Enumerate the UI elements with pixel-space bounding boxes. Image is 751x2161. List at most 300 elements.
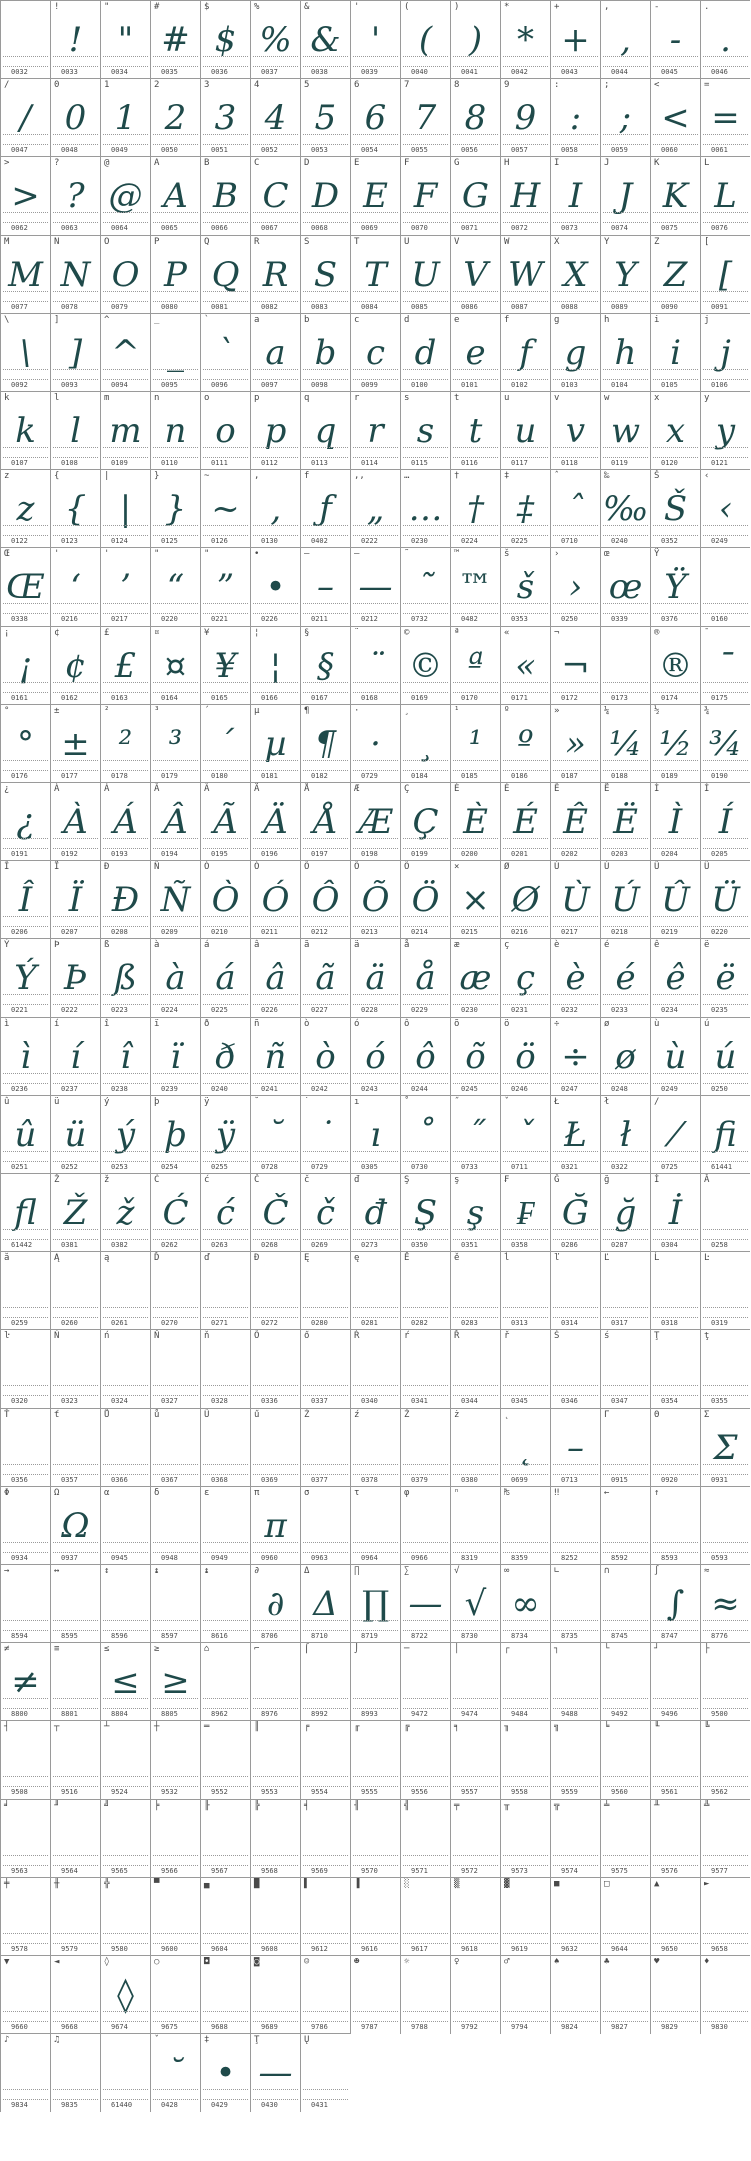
glyph-label: ╫	[54, 1878, 60, 1889]
glyph-cell	[650, 156, 700, 235]
glyph-code: 0356	[11, 1475, 28, 1484]
descender-guide	[603, 1239, 648, 1240]
glyph-label: đ	[354, 1175, 360, 1185]
descender-guide	[103, 613, 148, 614]
glyph-cell	[100, 782, 150, 861]
glyph-code: 0193	[111, 850, 128, 858]
glyph-code: 8359	[511, 1553, 528, 1562]
glyph-cell	[550, 1564, 600, 1643]
glyph-cell	[50, 1173, 100, 1252]
glyph-label: b	[304, 314, 310, 325]
baseline-guide	[603, 760, 648, 761]
glyph-sample: Ý	[14, 958, 37, 999]
baseline-guide	[703, 1542, 748, 1543]
glyph-label: ß	[104, 940, 110, 951]
glyph-cell	[700, 156, 750, 235]
glyph-code: 9577	[711, 1866, 728, 1875]
descender-guide	[553, 2021, 598, 2022]
descender-guide	[503, 770, 548, 771]
glyph-code: 8992	[311, 1710, 328, 1719]
glyph-label: ³	[154, 705, 160, 716]
glyph-label: ▼	[4, 1957, 10, 1967]
baseline-guide	[103, 1620, 148, 1621]
descender-guide	[103, 926, 148, 927]
descender-guide	[453, 1004, 498, 1005]
glyph-code: 0322	[611, 1162, 628, 1171]
glyph-cell	[50, 704, 100, 783]
baseline-guide	[3, 1620, 48, 1621]
glyph-code: 0130	[261, 537, 278, 546]
glyph-sample: C	[262, 176, 289, 217]
baseline-guide	[53, 1776, 98, 1777]
baseline-guide	[703, 447, 748, 448]
glyph-code: 9689	[261, 2023, 278, 2031]
glyph-sample: -	[669, 20, 682, 60]
baseline-guide	[253, 603, 298, 604]
glyph-code: 0220	[711, 928, 728, 937]
baseline-guide	[103, 838, 148, 839]
descender-guide	[153, 1161, 198, 1162]
glyph-label: ª	[454, 627, 460, 638]
glyph-label: N	[54, 236, 60, 247]
baseline-guide	[203, 1542, 248, 1543]
glyph-sample: 5	[314, 98, 337, 139]
descender-guide	[703, 848, 748, 849]
glyph-label: /	[4, 80, 10, 91]
glyph-code: 0259	[11, 1319, 28, 1328]
glyph-cell	[50, 1486, 100, 1565]
baseline-guide	[153, 1229, 198, 1230]
glyph-code: 0324	[111, 1397, 128, 1406]
glyph-code: 0034	[111, 68, 128, 76]
baseline-guide	[253, 916, 298, 917]
glyph-label: Ě	[404, 1253, 410, 1264]
glyph-sample: ¬	[561, 645, 590, 686]
glyph-code: 0240	[611, 537, 628, 546]
glyph-cell	[600, 1955, 650, 2034]
glyph-cell	[450, 1564, 500, 1643]
glyph-code: 0167	[311, 693, 328, 702]
glyph-sample: ~	[211, 489, 240, 530]
glyph-code: 0217	[111, 615, 128, 624]
glyph-label: Ă	[704, 1175, 710, 1185]
glyph-cell	[300, 391, 350, 470]
glyph-cell	[550, 1642, 600, 1721]
glyph-sample: Σ	[713, 1427, 738, 1468]
descender-guide	[253, 692, 298, 693]
glyph-label: ╧	[604, 1800, 610, 1811]
glyph-label: Θ	[654, 1409, 660, 1420]
glyph-cell	[650, 860, 700, 939]
baseline-guide	[553, 994, 598, 995]
glyph-label: !	[54, 2, 60, 12]
glyph-cell	[700, 1799, 750, 1878]
glyph-cell	[200, 313, 250, 392]
baseline-guide	[53, 447, 98, 448]
glyph-code: 9570	[361, 1866, 378, 1875]
glyph-code: 0169	[411, 693, 428, 702]
descender-guide	[403, 1317, 448, 1318]
glyph-sample: 0	[64, 98, 87, 139]
glyph-label: '	[104, 549, 110, 560]
glyph-code: 0249	[711, 537, 728, 546]
glyph-cell	[550, 1173, 600, 1252]
descender-guide	[153, 692, 198, 693]
glyph-code: 0237	[61, 1084, 78, 1093]
glyph-code: 9516	[61, 1788, 78, 1797]
glyph-cell	[250, 1799, 300, 1878]
baseline-guide	[553, 1620, 598, 1621]
glyph-cell	[700, 313, 750, 392]
baseline-guide	[53, 1855, 98, 1856]
glyph-code: 0346	[561, 1397, 578, 1406]
glyph-cell	[650, 235, 700, 314]
glyph-code: 0211	[261, 928, 278, 937]
baseline-guide	[453, 760, 498, 761]
glyph-sample: .	[720, 20, 731, 60]
descender-guide	[53, 1474, 98, 1475]
baseline-guide	[503, 1229, 548, 1230]
glyph-label: ∏	[354, 1566, 360, 1576]
glyph-cell	[500, 1329, 550, 1408]
glyph-code: 0258	[711, 1241, 728, 1249]
glyph-sample: \	[19, 332, 32, 373]
glyph-label: Ý	[4, 940, 10, 951]
glyph-sample: >	[11, 176, 40, 217]
glyph-label: e	[454, 314, 460, 325]
glyph-cell	[550, 313, 600, 392]
glyph-label: ł	[604, 1096, 610, 1107]
glyph-sample: 2	[164, 98, 187, 139]
glyph-code: 0351	[461, 1241, 478, 1249]
descender-guide	[3, 222, 48, 223]
baseline-guide	[553, 447, 598, 448]
glyph-code: 0236	[11, 1084, 28, 1093]
glyph-code: 0196	[261, 850, 278, 858]
glyph-cell	[500, 313, 550, 392]
glyph-cell	[400, 1251, 450, 1330]
glyph-cell	[650, 704, 700, 783]
glyph-cell	[500, 1955, 550, 2034]
baseline-guide	[53, 212, 98, 213]
glyph-code: 9612	[311, 1944, 328, 1953]
glyph-cell	[150, 235, 200, 314]
glyph-label: φ	[404, 1487, 410, 1498]
glyph-sample: ™	[458, 567, 493, 608]
glyph-code: 0729	[311, 1162, 328, 1171]
glyph-code: 8722	[411, 1632, 428, 1640]
glyph-label: l	[54, 393, 60, 403]
glyph-code: 0063	[61, 224, 78, 233]
baseline-guide	[403, 1620, 448, 1621]
glyph-label: °	[4, 705, 10, 716]
glyph-cell	[400, 860, 450, 939]
glyph-cell	[250, 1173, 300, 1252]
descender-guide	[203, 692, 248, 693]
glyph-cell	[0, 469, 50, 548]
glyph-code: 0178	[111, 771, 128, 780]
glyph-sample: ö	[515, 1036, 536, 1077]
glyph-code: 9675	[161, 2023, 178, 2031]
glyph-code: 0232	[561, 1006, 578, 1015]
glyph-label: ┌	[504, 1644, 510, 1655]
baseline-guide	[503, 1073, 548, 1074]
glyph-cell	[300, 1017, 350, 1096]
glyph-cell	[0, 1329, 50, 1408]
glyph-cell	[500, 782, 550, 861]
baseline-guide	[403, 369, 448, 370]
baseline-guide	[403, 1229, 448, 1230]
baseline-guide	[203, 2089, 248, 2090]
glyph-code: 0214	[411, 928, 428, 937]
descender-guide	[453, 1786, 498, 1787]
baseline-guide	[353, 369, 398, 370]
glyph-cell	[500, 156, 550, 235]
baseline-guide	[53, 760, 98, 761]
baseline-guide	[3, 916, 48, 917]
descender-guide	[553, 1239, 598, 1240]
glyph-sample: Ä	[263, 802, 288, 842]
baseline-guide	[403, 603, 448, 604]
glyph-code: 9660	[11, 2023, 28, 2031]
baseline-guide	[3, 1307, 48, 1308]
descender-guide	[53, 2099, 98, 2100]
descender-guide	[603, 1865, 648, 1866]
glyph-cell	[700, 1017, 750, 1096]
glyph-code: 0593	[711, 1553, 728, 1562]
baseline-guide	[453, 916, 498, 917]
glyph-sample: ´	[217, 723, 234, 764]
descender-guide	[553, 535, 598, 536]
glyph-cell	[0, 313, 50, 392]
baseline-guide	[703, 291, 748, 292]
glyph-label: ╟	[204, 1800, 210, 1811]
glyph-cell	[50, 626, 100, 705]
glyph-cell	[100, 1173, 150, 1252]
glyph-label: ě	[454, 1253, 460, 1264]
glyph-code: 9563	[11, 1866, 28, 1875]
descender-guide	[303, 2099, 348, 2100]
glyph-sample: U	[411, 254, 440, 295]
glyph-cell	[150, 313, 200, 392]
descender-guide	[403, 535, 448, 536]
glyph-cell	[200, 1251, 250, 1330]
descender-guide	[353, 1395, 398, 1396]
glyph-label: ╤	[454, 1800, 460, 1811]
glyph-label: ń	[104, 1331, 110, 1342]
baseline-guide	[3, 2011, 48, 2012]
baseline-guide	[453, 525, 498, 526]
glyph-sample: ß	[114, 958, 137, 999]
glyph-cell	[150, 782, 200, 861]
glyph-cell	[100, 704, 150, 783]
baseline-guide	[253, 1385, 298, 1386]
descender-guide	[153, 1708, 198, 1709]
glyph-code: 0239	[161, 1084, 178, 1093]
glyph-cell	[150, 1408, 200, 1487]
glyph-label: û	[4, 1096, 10, 1107]
descender-guide	[553, 692, 598, 693]
glyph-code: 8734	[511, 1632, 528, 1640]
baseline-guide	[203, 56, 248, 57]
descender-guide	[453, 1630, 498, 1631]
descender-guide	[703, 2021, 748, 2022]
glyph-sample: ˛	[517, 1427, 534, 1468]
glyph-cell	[250, 469, 300, 548]
descender-guide	[653, 1943, 698, 1944]
glyph-cell	[200, 1955, 250, 2034]
descender-guide	[703, 301, 748, 302]
glyph-cell	[250, 860, 300, 939]
glyph-cell	[150, 938, 200, 1017]
baseline-guide	[253, 1933, 298, 1934]
descender-guide	[703, 457, 748, 458]
baseline-guide	[503, 2011, 548, 2012]
glyph-label: ⌐	[254, 1644, 260, 1655]
descender-guide	[3, 1395, 48, 1396]
glyph-code: 0210	[211, 928, 228, 937]
descender-guide	[253, 848, 298, 849]
glyph-code: 0068	[311, 224, 328, 233]
baseline-guide	[503, 838, 548, 839]
descender-guide	[453, 1552, 498, 1553]
baseline-guide	[603, 447, 648, 448]
glyph-label: ∫	[654, 1566, 660, 1576]
glyph-label: ╠	[254, 1800, 260, 1811]
baseline-guide	[203, 212, 248, 213]
glyph-cell	[100, 391, 150, 470]
descender-guide	[453, 770, 498, 771]
glyph-label: ↔	[54, 1566, 60, 1576]
glyph-code: 0358	[511, 1241, 528, 1249]
descender-guide	[103, 1395, 148, 1396]
baseline-guide	[703, 56, 748, 57]
glyph-label: 6	[354, 80, 360, 91]
glyph-cell	[600, 156, 650, 235]
glyph-cell	[450, 1095, 500, 1174]
glyph-code: 0963	[311, 1553, 328, 1562]
glyph-sample: ¢	[64, 645, 87, 686]
glyph-code: 9668	[61, 2023, 78, 2031]
glyph-sample: M	[8, 254, 43, 295]
glyph-label: ű	[254, 1409, 260, 1420]
descender-guide	[553, 1317, 598, 1318]
baseline-guide	[703, 212, 748, 213]
glyph-cell	[150, 78, 200, 157]
glyph-code: 0073	[561, 224, 578, 233]
glyph-code: 61441	[711, 1162, 733, 1171]
descender-guide	[703, 613, 748, 614]
glyph-code: 0268	[261, 1241, 278, 1249]
glyph-label: ì	[4, 1018, 10, 1029]
baseline-guide	[203, 1464, 248, 1465]
descender-guide	[103, 1239, 148, 1240]
glyph-label: ŕ	[404, 1331, 410, 1342]
baseline-guide	[453, 1073, 498, 1074]
glyph-label: ╬	[104, 1878, 110, 1889]
glyph-code: 0114	[361, 459, 378, 467]
glyph-sample: @	[108, 176, 143, 217]
glyph-cell	[700, 235, 750, 314]
glyph-cell	[550, 938, 600, 1017]
baseline-guide	[653, 1385, 698, 1386]
descender-guide	[353, 301, 398, 302]
baseline-guide	[503, 525, 548, 526]
descender-guide	[103, 2099, 148, 2100]
glyph-sample: 3	[214, 98, 237, 139]
glyph-label: #	[154, 2, 160, 12]
glyph-code: 8319	[461, 1553, 478, 1562]
glyph-code: 0042	[511, 68, 528, 76]
glyph-cell	[500, 235, 550, 314]
descender-guide	[553, 1786, 598, 1787]
glyph-sample: Ü	[711, 880, 740, 921]
glyph-sample: ‚	[270, 489, 281, 530]
glyph-label: ã	[304, 940, 310, 951]
baseline-guide	[253, 134, 298, 135]
glyph-cell	[300, 704, 350, 783]
glyph-label: "	[154, 549, 160, 560]
glyph-cell	[650, 1095, 700, 1174]
glyph-cell	[650, 391, 700, 470]
baseline-guide	[353, 1307, 398, 1308]
descender-guide	[153, 1395, 198, 1396]
glyph-code: 0104	[611, 380, 628, 389]
glyph-cell	[400, 1720, 450, 1799]
glyph-label: o	[204, 393, 210, 403]
glyph-cell	[700, 1408, 750, 1487]
baseline-guide	[703, 1073, 748, 1074]
descender-guide	[3, 301, 48, 302]
descender-guide	[153, 1943, 198, 1944]
baseline-guide	[203, 1307, 248, 1308]
glyph-cell	[550, 704, 600, 783]
glyph-label: "	[104, 2, 110, 12]
glyph-label: <	[654, 80, 660, 91]
glyph-label: ö	[504, 1018, 510, 1029]
glyph-sample: £	[114, 645, 137, 686]
glyph-cell	[450, 626, 500, 705]
baseline-guide	[603, 1542, 648, 1543]
glyph-code: 0366	[111, 1475, 128, 1484]
glyph-label: Ą	[54, 1253, 60, 1264]
glyph-cell	[300, 1173, 350, 1252]
glyph-code: 0937	[61, 1553, 78, 1562]
glyph-cell	[400, 1408, 450, 1487]
glyph-label: ≡	[54, 1644, 60, 1655]
baseline-guide	[453, 1542, 498, 1543]
glyph-code: 0353	[511, 615, 528, 624]
glyph-label: Đ	[254, 1253, 260, 1264]
descender-guide	[453, 1708, 498, 1709]
glyph-cell	[650, 1486, 700, 1565]
descender-guide	[603, 2021, 648, 2022]
baseline-guide	[303, 1073, 348, 1074]
glyph-sample: Ç	[412, 802, 439, 842]
glyph-label: ż	[454, 1409, 460, 1420]
baseline-guide	[203, 447, 248, 448]
glyph-label: ├	[704, 1644, 710, 1655]
glyph-label: …	[404, 471, 410, 482]
glyph-code: 0212	[311, 928, 328, 937]
glyph-label: ğ	[604, 1175, 610, 1185]
descender-guide	[503, 457, 548, 458]
baseline-guide	[303, 1933, 348, 1934]
glyph-sample: Ó	[261, 880, 290, 921]
glyph-code: 0313	[511, 1319, 528, 1328]
glyph-cell	[500, 1251, 550, 1330]
glyph-cell	[50, 1955, 100, 2034]
